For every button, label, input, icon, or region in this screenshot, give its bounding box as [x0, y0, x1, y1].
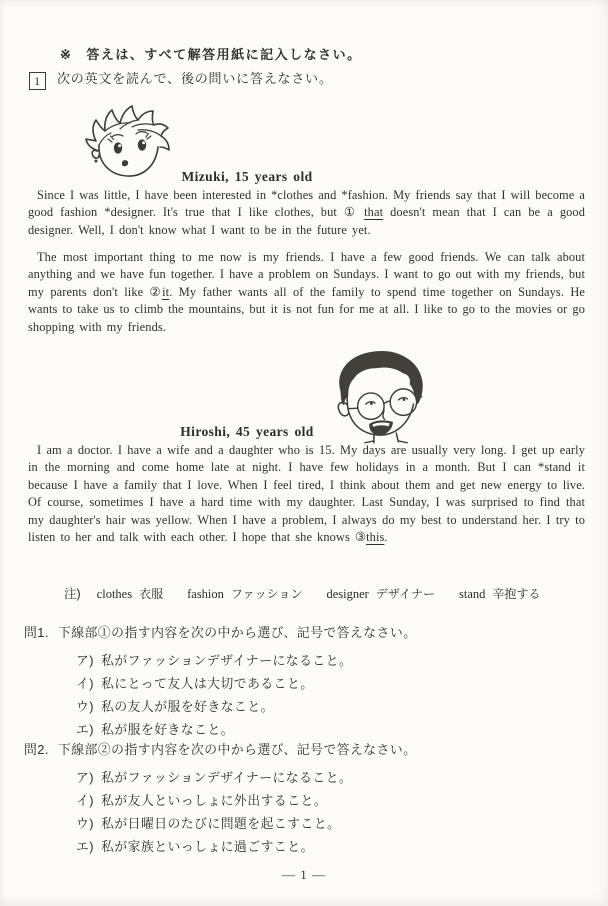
notes-label: 注) — [64, 587, 81, 601]
note-meaning: デザイナー — [375, 587, 435, 601]
hiroshi-paragraph-1: I am a doctor. I have a wife and a daughter who is 15. My days are usually very long. I get up early in the morning and come home late at night. I have few holidays in a month. But I can *stand it because I have a family that I love. When I feel tired, I think about them and get new energy to live. Of course, sometimes I have a hard time with my daughter. Last Sunday, I was surprised to find that my daughter's hair was yellow. When I have a problem, I always do my best to understand her. I try to listen to her and talk with each other. I hope that she knows ③this. — [28, 443, 585, 545]
question-2-option-e: エ) 私が家族といっしょに過ごすこと。 — [76, 839, 314, 854]
question-1-prompt: 下線部①の指す内容を次の中から選び、記号で答えなさい。 — [57, 625, 417, 640]
note-meaning: 衣服 — [139, 587, 164, 601]
question-2-label: 問2. — [24, 742, 49, 757]
question-1-label: 問1. — [24, 625, 49, 640]
note-pair — [459, 587, 540, 601]
note-meaning: 辛抱する — [492, 587, 541, 601]
page-number: — 1 — — [282, 867, 326, 882]
question-1 — [24, 622, 590, 741]
section-instruction: 次の英文を読んで、後の問いに答えなさい。 — [57, 71, 333, 86]
note-word: clothes — [96, 587, 133, 601]
section-heading — [29, 68, 333, 90]
reference-mark: ※ — [60, 47, 73, 62]
answer-note-text: 答えは、すべて解答用紙に記入しなさい。 — [86, 47, 362, 62]
note-meaning: ファッション — [230, 587, 303, 601]
note-word: fashion — [187, 587, 224, 601]
question-2-option-u: ウ) 私が日曜日のたびに問題を起こすこと。 — [76, 816, 341, 831]
mizuki-paragraph-1: Since I was little, I have been interested in *clothes and *fashion. My friends say that I will become a good fashion *designer. It's true that I like clothes, but ① that doesn't mean that I can be a good designer. Well, I don't know what I want to be in the future yet. — [28, 188, 586, 237]
section-number-box: 1 — [29, 72, 46, 90]
question-1-option-e: エ) 私が服を好きなこと。 — [76, 722, 235, 737]
question-1-head — [24, 622, 590, 641]
question-1-option-u: ウ) 私の友人が服を好きなこと。 — [76, 699, 274, 714]
note-pair — [187, 587, 302, 601]
question-1-option-a: ア) 私がファッションデザイナーになること。 — [76, 653, 353, 668]
vocabulary-notes — [64, 584, 564, 602]
mizuki-heading: Mizuki, 15 years old — [181, 169, 313, 184]
note-word: stand — [458, 587, 486, 601]
note-word: designer — [326, 587, 369, 601]
question-2-option-a: ア) 私がファッションデザイナーになること。 — [76, 770, 353, 785]
question-1-option-i: イ) 私にとって友人は大切であること。 — [76, 676, 314, 691]
note-pair — [97, 587, 163, 601]
question-2 — [24, 739, 590, 858]
answer-note — [60, 44, 362, 63]
question-2-prompt: 下線部②の指す内容を次の中から選び、記号で答えなさい。 — [57, 742, 417, 757]
question-2-head — [24, 739, 590, 758]
mizuki-paragraph-2: The most important thing to me now is my friends. I have a few good friends. We can talk about anything and we have fun together. I have a problem on Sundays. I want to go out with my friends, but my parents don't like ②it. My father wants all of the family to spend time together on Sundays. He wants to take us to climb the mountains, but it is not fun for me at all. I like to go to the movies or go shopping with my friends. — [28, 250, 586, 334]
note-pair — [326, 587, 435, 601]
question-2-option-i: イ) 私が友人といっしょに外出すること。 — [76, 793, 328, 808]
hiroshi-heading: Hiroshi, 45 years old — [180, 424, 314, 439]
